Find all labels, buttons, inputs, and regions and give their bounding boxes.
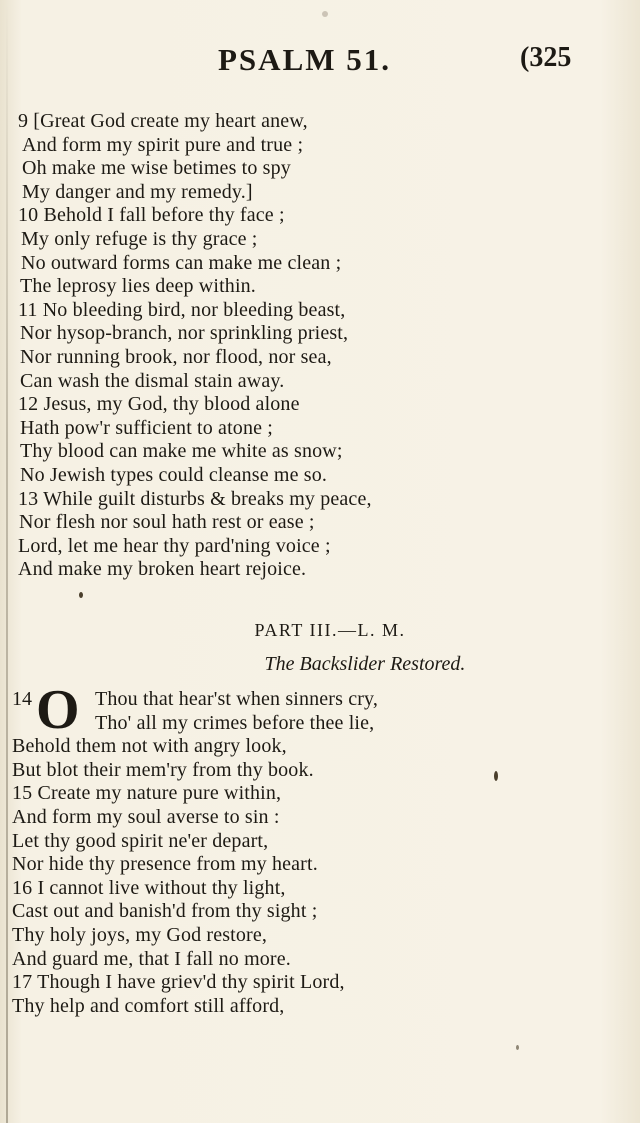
verse-line: No outward forms can make me clean ; bbox=[21, 251, 342, 274]
verse-line: Nor hysop-branch, nor sprinkling priest, bbox=[20, 322, 349, 345]
page-gutter-edge bbox=[6, 0, 8, 1123]
ink-speck bbox=[79, 592, 83, 598]
verse-line: Nor running brook, nor flood, nor sea, bbox=[20, 345, 332, 368]
part-three-verses bbox=[12, 679, 622, 1018]
verse-line: 11 No bleeding bird, nor bleeding beast, bbox=[18, 298, 346, 321]
verse-line: Thy help and comfort still afford, bbox=[12, 994, 285, 1017]
verse-line: My danger and my remedy.] bbox=[22, 180, 253, 203]
drop-cap-stanza bbox=[12, 679, 622, 741]
verse-line: Thy blood can make me white as snow; bbox=[20, 440, 343, 463]
verse-line: No Jewish types could cleanse me so. bbox=[20, 463, 328, 486]
verse-line: 12 Jesus, my God, thy blood alone bbox=[18, 393, 300, 416]
verse-line: And form my spirit pure and true ; bbox=[22, 133, 304, 156]
verse-line: 17 Though I have griev'd thy spirit Lord, bbox=[12, 971, 345, 994]
verse-line: The leprosy lies deep within. bbox=[20, 275, 256, 298]
verse-line: Behold them not with angry look, bbox=[12, 735, 287, 758]
drop-cap-letter: O bbox=[36, 679, 80, 741]
verse-line: Thou that hear'st when sinners cry, bbox=[95, 688, 379, 710]
verse-line: 16 I cannot live without thy light, bbox=[12, 876, 286, 899]
part-heading: PART III.—L. M. bbox=[254, 620, 406, 640]
verse-line: Nor flesh nor soul hath rest or ease ; bbox=[19, 511, 315, 534]
verse-line: Can wash the dismal stain away. bbox=[20, 369, 285, 392]
verse-line: But blot their mem'ry from thy book. bbox=[12, 758, 314, 781]
running-title: PSALM 51. bbox=[218, 42, 391, 77]
page-header bbox=[0, 42, 640, 86]
verse-line: Nor hide thy presence from my heart. bbox=[12, 853, 318, 876]
verse-line: My only refuge is thy grace ; bbox=[21, 227, 258, 250]
verse-line: 13 While guilt disturbs & breaks my peace, bbox=[18, 487, 372, 510]
verse-line: And make my broken heart rejoice. bbox=[18, 558, 307, 581]
ink-speck bbox=[322, 11, 328, 17]
verse-number: 14 bbox=[12, 688, 32, 710]
verse-line: And guard me, that I fall no more. bbox=[12, 947, 291, 970]
verse-line: 10 Behold I fall before thy face ; bbox=[18, 204, 285, 227]
verse-line: Tho' all my crimes before thee lie, bbox=[95, 711, 375, 734]
verse-line: Thy holy joys, my God restore, bbox=[12, 923, 268, 946]
verse-line: 9 [Great God create my heart anew, bbox=[18, 110, 308, 132]
ink-speck bbox=[494, 771, 498, 781]
ink-speck bbox=[516, 1045, 519, 1050]
verse-line: Cast out and banish'd from thy sight ; bbox=[12, 900, 318, 923]
verse-line: Oh make me wise betimes to spy bbox=[22, 157, 291, 180]
page-number: (325 bbox=[520, 42, 572, 73]
verse-line: 15 Create my nature pure within, bbox=[12, 782, 282, 805]
part-subtitle: The Backslider Restored. bbox=[264, 653, 466, 675]
verse-line: Lord, let me hear thy pard'ning voice ; bbox=[18, 534, 331, 557]
verse-line: Hath pow'r sufficient to atone ; bbox=[20, 416, 273, 439]
verse-line: And form my soul averse to sin : bbox=[12, 805, 280, 828]
verse-line: Let thy good spirit ne'er depart, bbox=[12, 829, 269, 852]
part-two-verses bbox=[18, 110, 618, 582]
